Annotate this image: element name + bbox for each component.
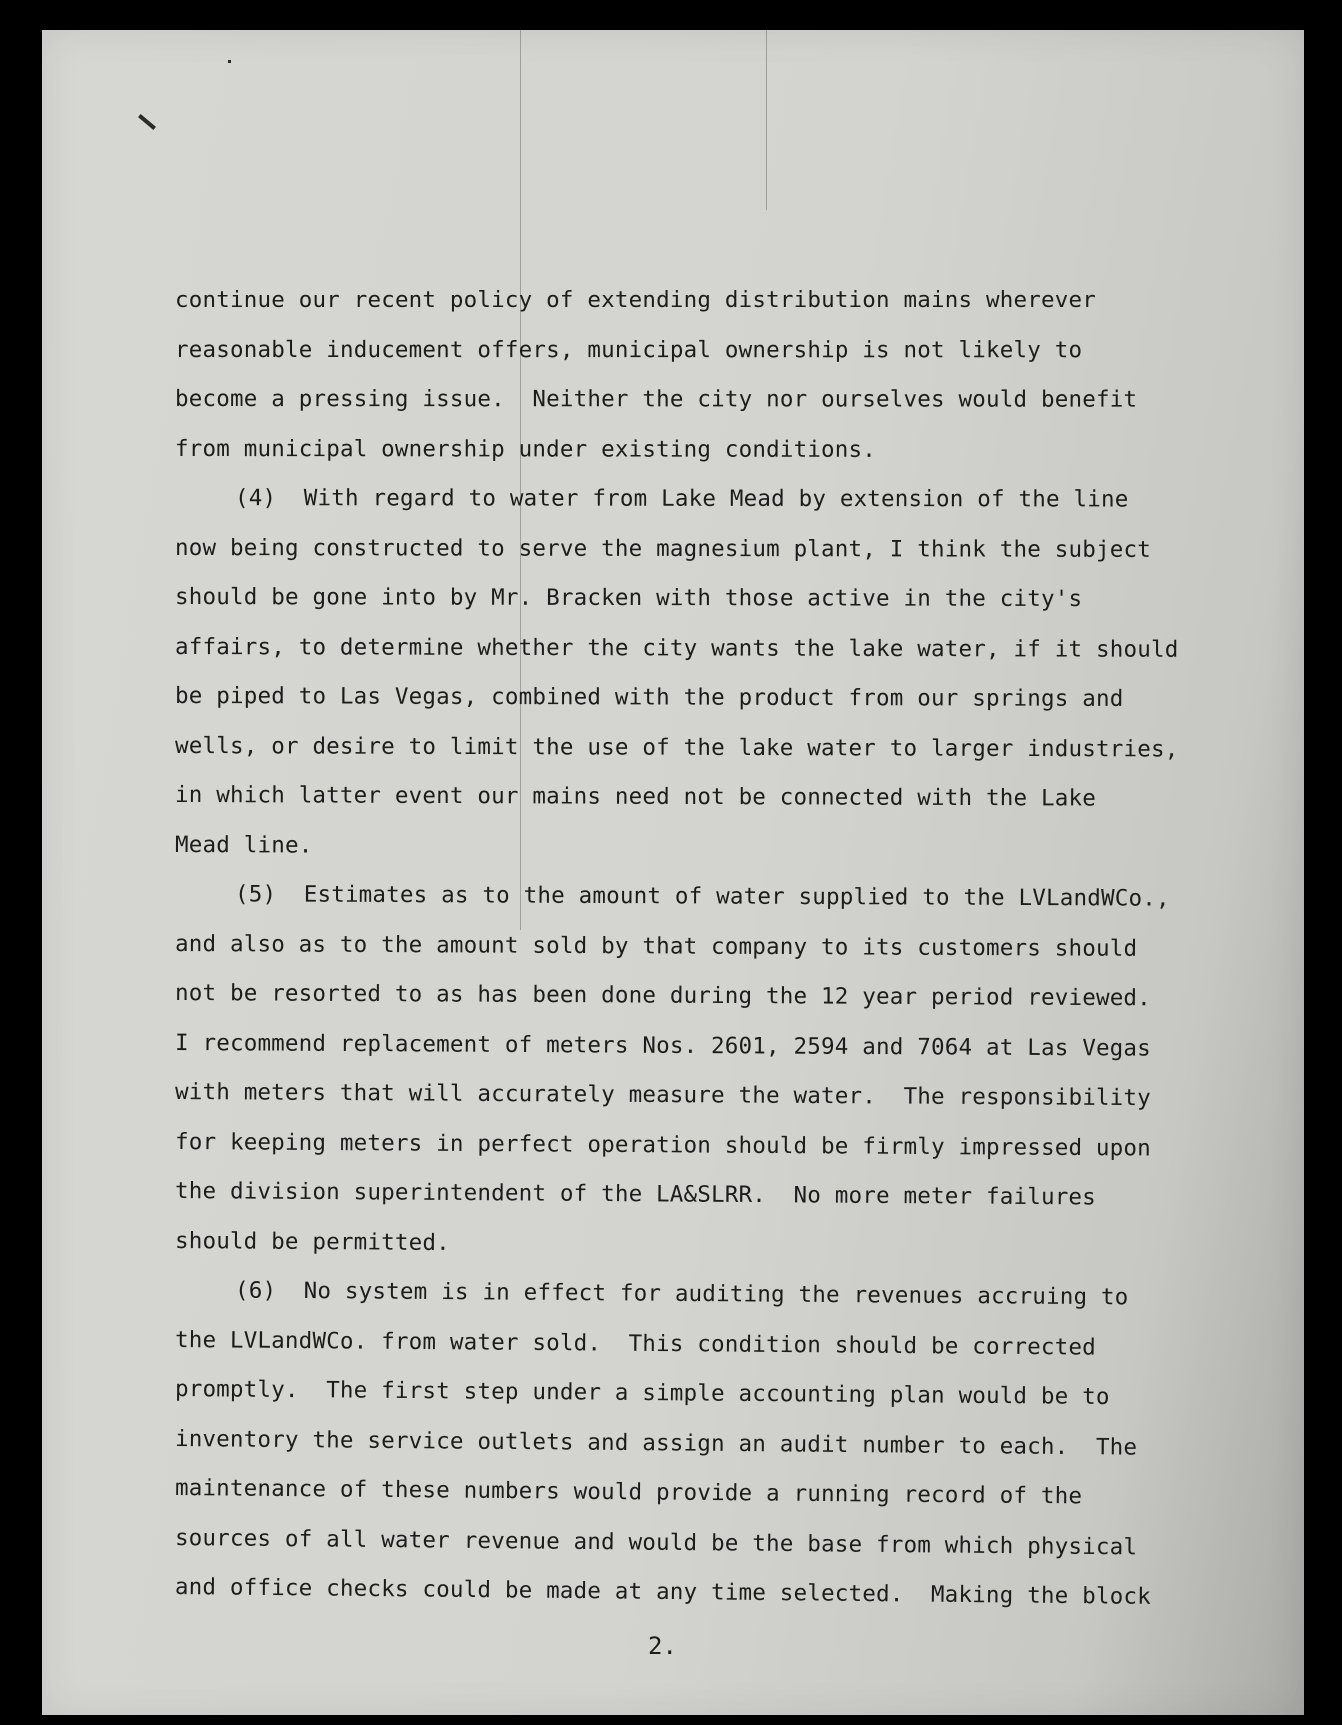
text-line: promptly. The first step under a simple accounting plan would be to [174, 1376, 1110, 1410]
text-line: Mead line. [174, 831, 313, 859]
text-line: and also as to the amount sold by that company to its customers should [174, 930, 1138, 962]
speck-mark [228, 60, 231, 63]
text-line: the division superintendent of the LA&SLRR. No more meter failures [174, 1178, 1097, 1211]
text-line: from municipal ownership under existing conditions. [174, 435, 877, 463]
text-line: be piped to Las Vegas, combined with the product from our springs and [174, 683, 1124, 712]
text-line: not be resorted to as has been done during the 12 year period reviewed. [174, 980, 1152, 1012]
text-line: affairs, to determine whether the city wants the lake water, if it should [174, 633, 1179, 663]
text-line: in which latter event our mains need not be connected with the Lake [174, 782, 1097, 812]
text-line: for keeping meters in perfect operation should be firmly impressed upon [174, 1128, 1152, 1161]
text-line: (6) No system is in effect for auditing the revenues accruing to [234, 1277, 1129, 1311]
text-line: maintenance of these numbers would provide a running record of the [174, 1475, 1083, 1510]
text-line: reasonable inducement offers, municipal ownership is not likely to [174, 336, 1083, 363]
text-line: I recommend replacement of meters Nos. 2601, 2594 and 7064 at Las Vegas [174, 1029, 1152, 1062]
text-line: and office checks could be made at any time selected. Making the block [174, 1574, 1152, 1610]
text-line: should be permitted. [174, 1227, 451, 1256]
text-line: the LVLandWCo. from water sold. This condition should be corrected [174, 1326, 1097, 1361]
text-line: now being constructed to serve the magnesium plant, I think the subject [174, 534, 1152, 563]
text-line: sources of all water revenue and would be the base from which physical [174, 1524, 1138, 1560]
text-line: continue our recent policy of extending distribution mains wherever [175, 287, 1096, 313]
punch-mark [138, 114, 156, 130]
text-line: inventory the service outlets and assign an audit number to each. The [174, 1425, 1138, 1461]
page-number: 2. [648, 1632, 677, 1660]
letter-body [175, 276, 1295, 1613]
text-line: (4) With regard to water from Lake Mead by extension of the line [234, 485, 1129, 513]
text-line: wells, or desire to limit the use of the lake water to larger industries, [174, 732, 1179, 763]
text-line: with meters that will accurately measure the water. The responsibility [174, 1079, 1152, 1112]
text-line: should be gone into by Mr. Bracken with those active in the city's [174, 584, 1083, 613]
text-line: (5) Estimates as to the amount of water supplied to the LVLandWCo., [234, 881, 1170, 912]
fold-crease-right [766, 30, 767, 210]
text-line: become a pressing issue. Neither the city nor ourselves would benefit [174, 386, 1138, 413]
